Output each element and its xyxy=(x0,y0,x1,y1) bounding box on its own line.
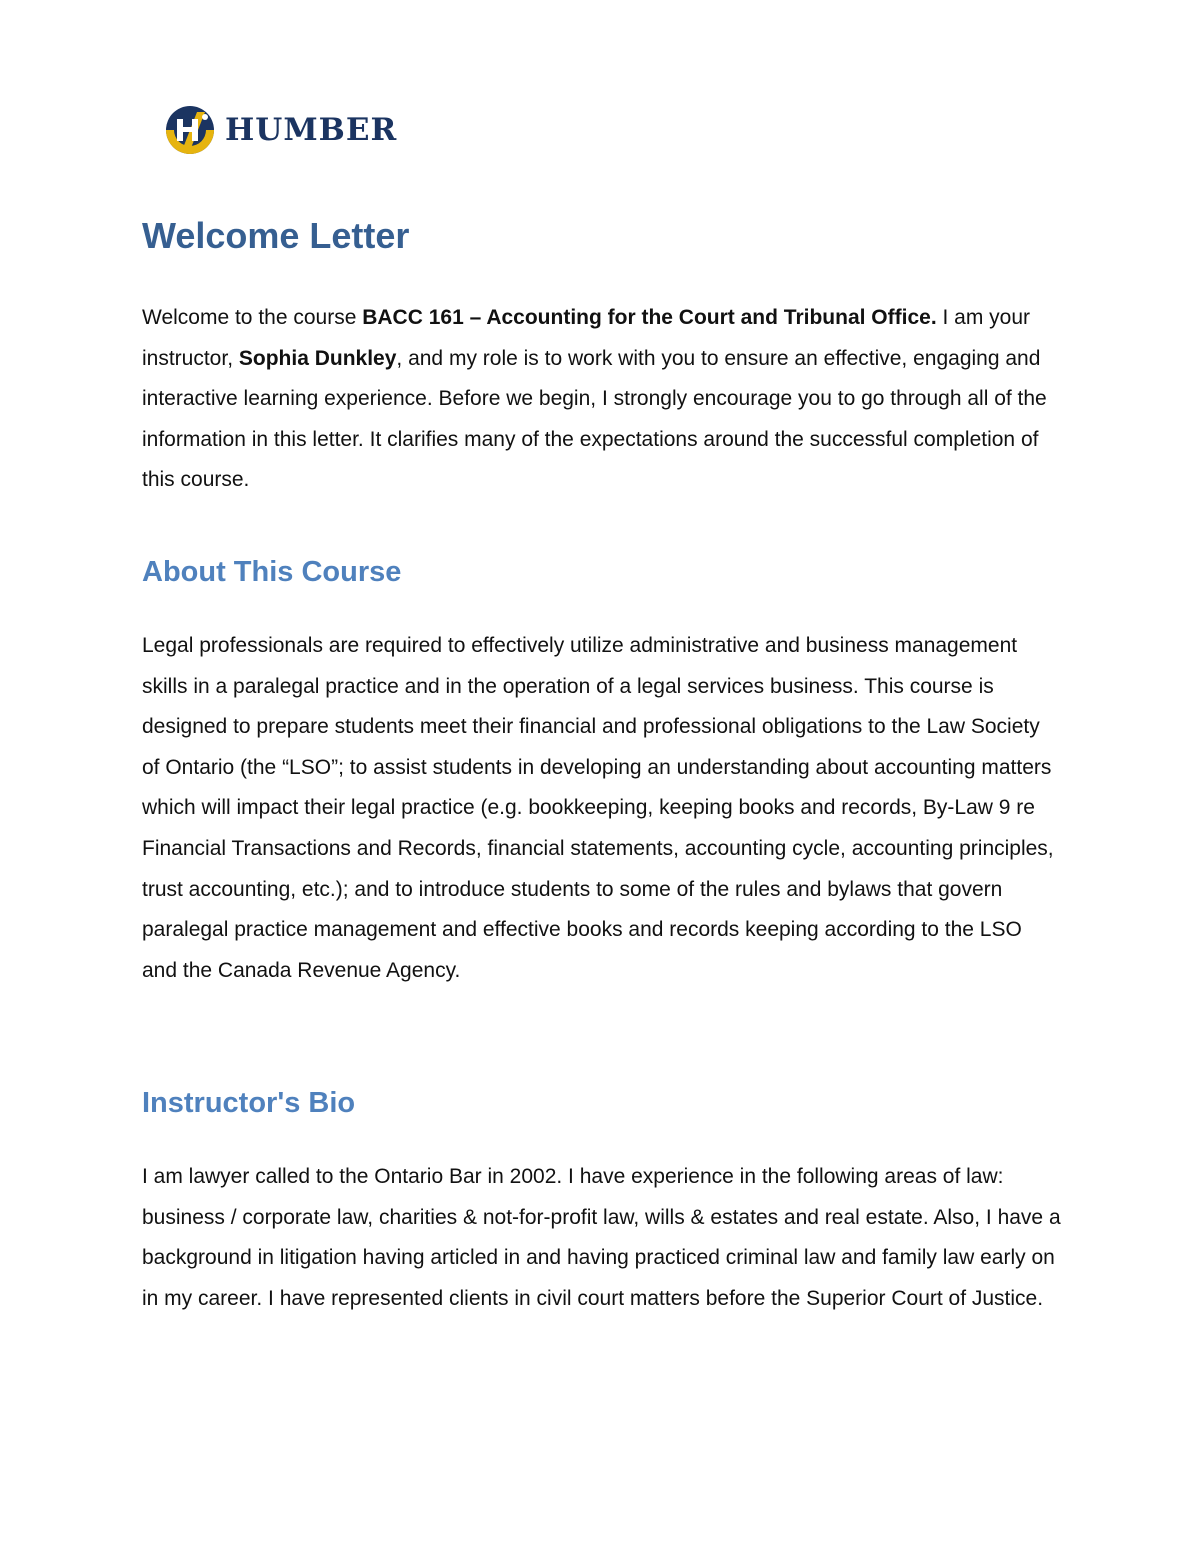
humber-logo-mark-icon xyxy=(165,105,215,155)
page-title: Welcome Letter xyxy=(142,215,410,256)
humber-logo xyxy=(165,103,397,157)
about-paragraph: Legal professionals are required to effectively utilize administrative and business management skills in a paralegal practice and in the operation of a legal services business. This course is designed to prepare students meet their financial and professional obligations to the Law Society of Ontario (the “LSO”; to assist students in developing an understanding about accounting matters which will impact their legal practice (e.g. bookkeeping, keeping books and records, By-Law 9 re Financial Transactions and Records, financial statements, accounting cycle, accounting principles, trust accounting, etc.); and to introduce students to some of the rules and bylaws that govern paralegal practice management and effective books and records keeping according to the LSO and the Canada Revenue Agency. xyxy=(142,634,1054,982)
welcome-paragraph xyxy=(142,298,1062,501)
bio-paragraph: I am lawyer called to the Ontario Bar in 2002. I have experience in the following areas of law: business / corporate law, charities & not-for-profit law, wills & estates and real estate. Also, I have a background in litigation having articled in and having practiced criminal law and family law early on in my career. I have represented clients in civil court matters before the Superior Court of Justice. xyxy=(142,1165,1061,1310)
humber-wordmark: HUMBER xyxy=(225,111,398,148)
instructor-name: Sophia Dunkley xyxy=(238,346,397,370)
bio-heading: Instructor's Bio xyxy=(142,1087,356,1119)
welcome-mid: I am your instructor, xyxy=(142,306,1031,370)
welcome-intro: Welcome to the course xyxy=(142,306,363,329)
welcome-rest: , and my role is to work with you to ensure an effective, engaging and interactive learning experience. Before we begin, I strongly encourage you to go through all of the information in this letter. It clarifies many of the expectations around the successful completion of this course. xyxy=(142,346,1047,492)
course-name: BACC 161 – Accounting for the Court and Tribunal Office. xyxy=(362,306,937,329)
about-heading: About This Course xyxy=(142,556,402,588)
